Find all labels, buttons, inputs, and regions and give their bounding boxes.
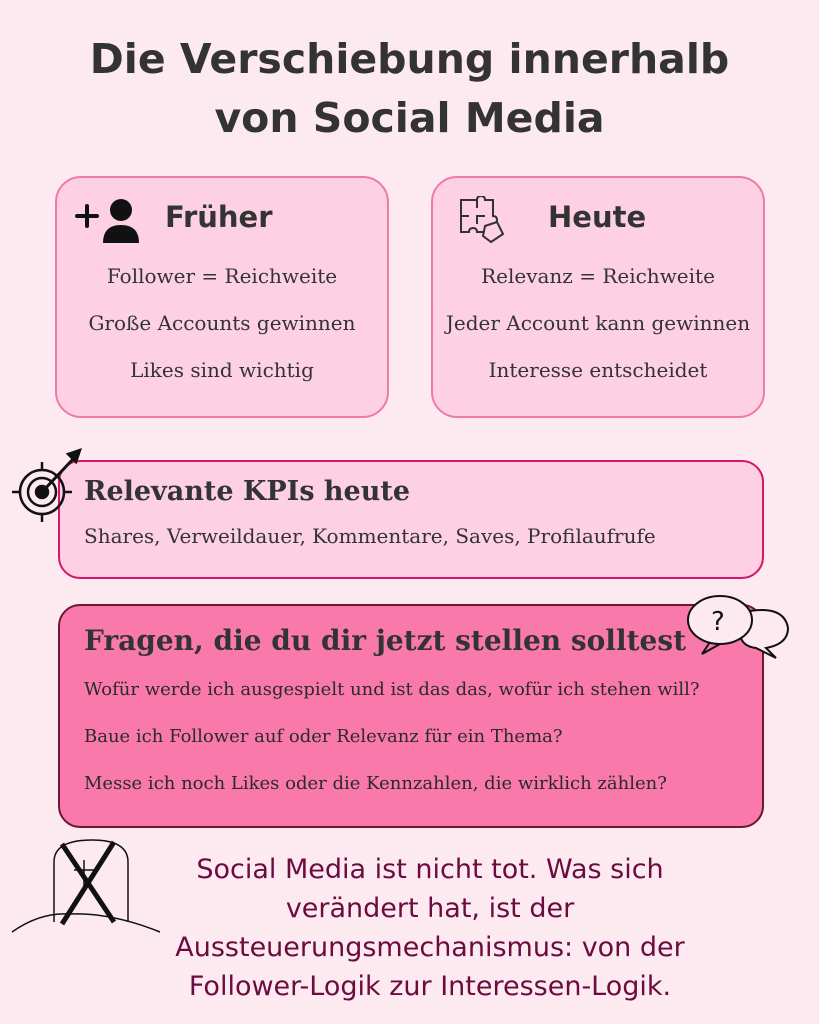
puzzle-icon (457, 196, 507, 251)
target-arrow-icon (10, 446, 86, 529)
conclusion-line: Follower-Logik zur Interessen-Logik. (188, 971, 672, 1002)
card-now (431, 176, 765, 418)
card-now-heading: Heute (548, 200, 647, 234)
card-before (55, 176, 389, 418)
card-before-list (57, 260, 387, 401)
page-title (0, 30, 819, 148)
kpi-text: Shares, Verweildauer, Kommentare, Saves, Profilaufrufe (84, 524, 656, 548)
list-item: Relevanz = Reichweite (481, 264, 715, 288)
conclusion-text (110, 850, 750, 1006)
list-item: Follower = Reichweite (106, 264, 338, 288)
list-item: Likes sind wichtig (130, 358, 314, 382)
questions-title: Fragen, die du dir jetzt stellen solltest (84, 624, 687, 657)
list-item: Jeder Account kann gewinnen (445, 311, 751, 335)
list-item: Große Accounts gewinnen (88, 311, 356, 335)
list-item: Messe ich noch Likes oder die Kennzahlen, die wirklich zählen? (84, 773, 667, 794)
card-before-heading: Früher (165, 200, 273, 234)
add-user-icon (73, 196, 145, 253)
question-bubbles-icon (684, 590, 794, 667)
title-line-2: von Social Media (214, 94, 605, 142)
questions-box (58, 604, 764, 828)
svg-text:?: ? (711, 607, 725, 637)
conclusion-line: verändert hat, ist der (285, 893, 575, 924)
list-item: Baue ich Follower auf oder Relevanz für ein Thema? (84, 726, 563, 747)
conclusion-line: Social Media ist nicht tot. Was sich (196, 854, 664, 885)
list-item: Interesse entscheidet (488, 358, 708, 382)
kpi-box (58, 460, 764, 579)
list-item: Wofür werde ich ausgespielt und ist das das, wofür ich stehen will? (84, 679, 700, 700)
kpi-title: Relevante KPIs heute (84, 476, 411, 507)
card-now-list (433, 260, 763, 401)
questions-list (84, 676, 700, 817)
conclusion-line: Aussteuerungsmechanismus: von der (175, 932, 685, 963)
title-line-1: Die Verschiebung innerhalb (89, 35, 730, 83)
